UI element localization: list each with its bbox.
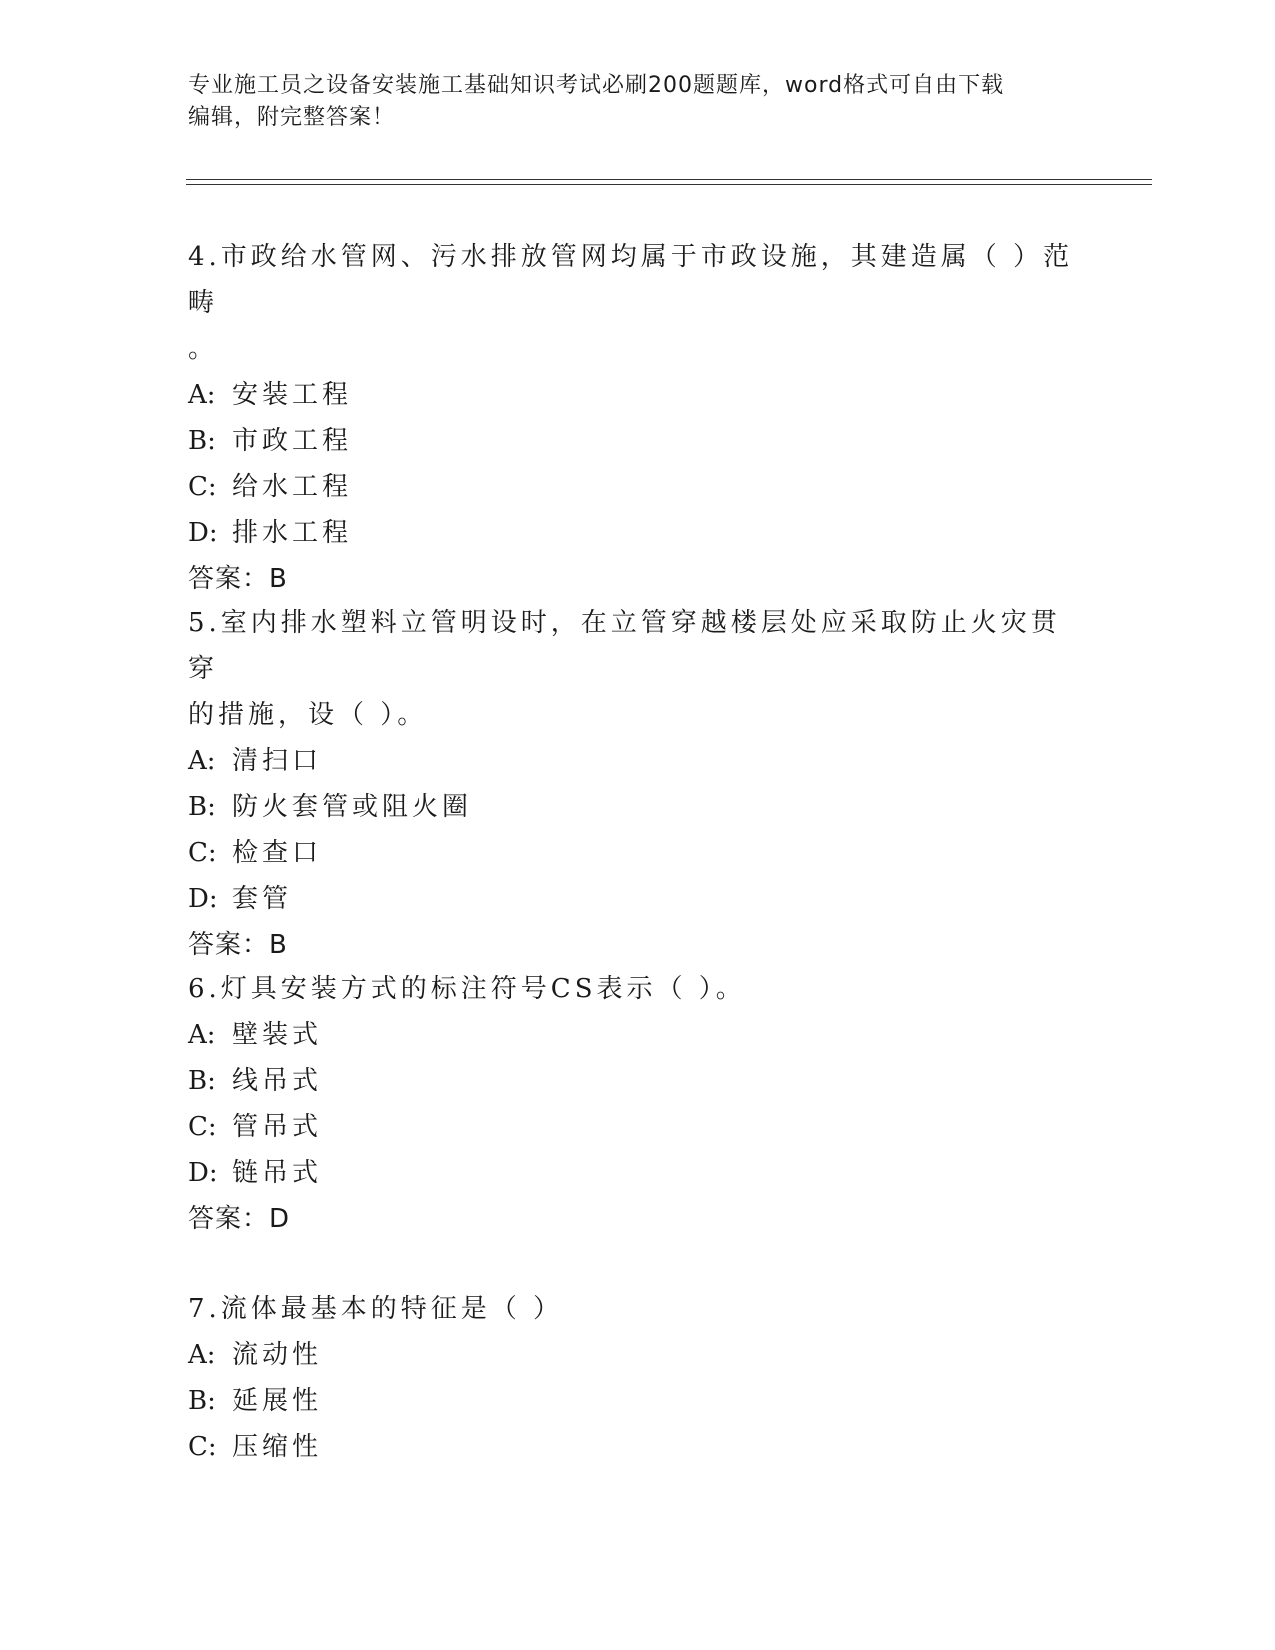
option-key: B: [188,426,216,456]
option-key: B: [188,1386,216,1416]
question-stem-line: 6.灯具安装方式的标注符号CS表示（ ）。 [188,974,746,1004]
option-text: 排水工程 [232,518,353,548]
question-stem-line: 4.市政给水管网、污水排放管网均属于市政设施，其建造属（ ）范畴 [188,242,1074,318]
option-text: 套管 [232,884,293,914]
answer-line: 答案：D [188,1204,291,1234]
option-text: 链吊式 [232,1158,323,1188]
option-text: 给水工程 [232,472,353,502]
question-stem-line: 5.室内排水塑料立管明设时，在立管穿越楼层处应采取防止火灾贯穿 [188,608,1061,684]
question-stem [188,1286,1088,1332]
option-key: C: [188,1432,217,1462]
header-line-2: 编辑，附完整答案！ [188,105,396,130]
option-text: 延展性 [232,1386,323,1416]
option-key: C: [188,1112,217,1142]
option-d [188,510,1088,556]
option-d [188,876,1088,922]
option-text: 检查口 [232,838,323,868]
answer-line: 答案：B [188,930,288,960]
option-text: 管吊式 [232,1112,323,1142]
option-key: D: [188,518,218,548]
option-text: 安装工程 [232,380,353,410]
option-text: 线吊式 [232,1066,323,1096]
question-4 [188,234,1088,602]
option-key: A: [188,746,216,776]
question-stem [188,600,1088,738]
option-key: D: [188,1158,218,1188]
option-c [188,1424,1088,1470]
option-key: C: [188,838,217,868]
option-d [188,1150,1088,1196]
option-text: 市政工程 [232,426,353,456]
option-a [188,1012,1088,1058]
option-text: 流动性 [232,1340,323,1370]
question-6 [188,966,1088,1242]
question-stem [188,966,1088,1012]
option-key: C: [188,472,217,502]
option-b [188,1058,1088,1104]
option-key: A: [188,380,216,410]
header-divider-top [186,179,1152,180]
option-text: 清扫口 [232,746,323,776]
option-b [188,418,1088,464]
option-key: A: [188,1020,216,1050]
option-key: B: [188,1066,216,1096]
document-header [188,70,1088,134]
option-key: D: [188,884,218,914]
question-stem-line: 。 [188,334,219,364]
option-key: B: [188,792,216,822]
header-line-1: 专业施工员之设备安装施工基础知识考试必刷200题题库，word格式可自由下载 [188,73,1005,98]
option-c [188,464,1088,510]
option-text: 压缩性 [232,1432,323,1462]
question-stem [188,234,1088,372]
option-a [188,1332,1088,1378]
option-key: A: [188,1340,216,1370]
question-5 [188,600,1088,968]
header-divider-bottom [186,184,1152,185]
option-a [188,372,1088,418]
option-text: 壁装式 [232,1020,323,1050]
option-a [188,738,1088,784]
answer-line: 答案：B [188,564,288,594]
option-b [188,1378,1088,1424]
question-7 [188,1286,1088,1470]
question-stem-line: 的措施，设（ ）。 [188,700,428,730]
option-c [188,1104,1088,1150]
option-b [188,784,1088,830]
option-c [188,830,1088,876]
option-text: 防火套管或阻火圈 [232,792,473,822]
question-stem-line: 7.流体最基本的特征是（ ） [188,1294,564,1324]
